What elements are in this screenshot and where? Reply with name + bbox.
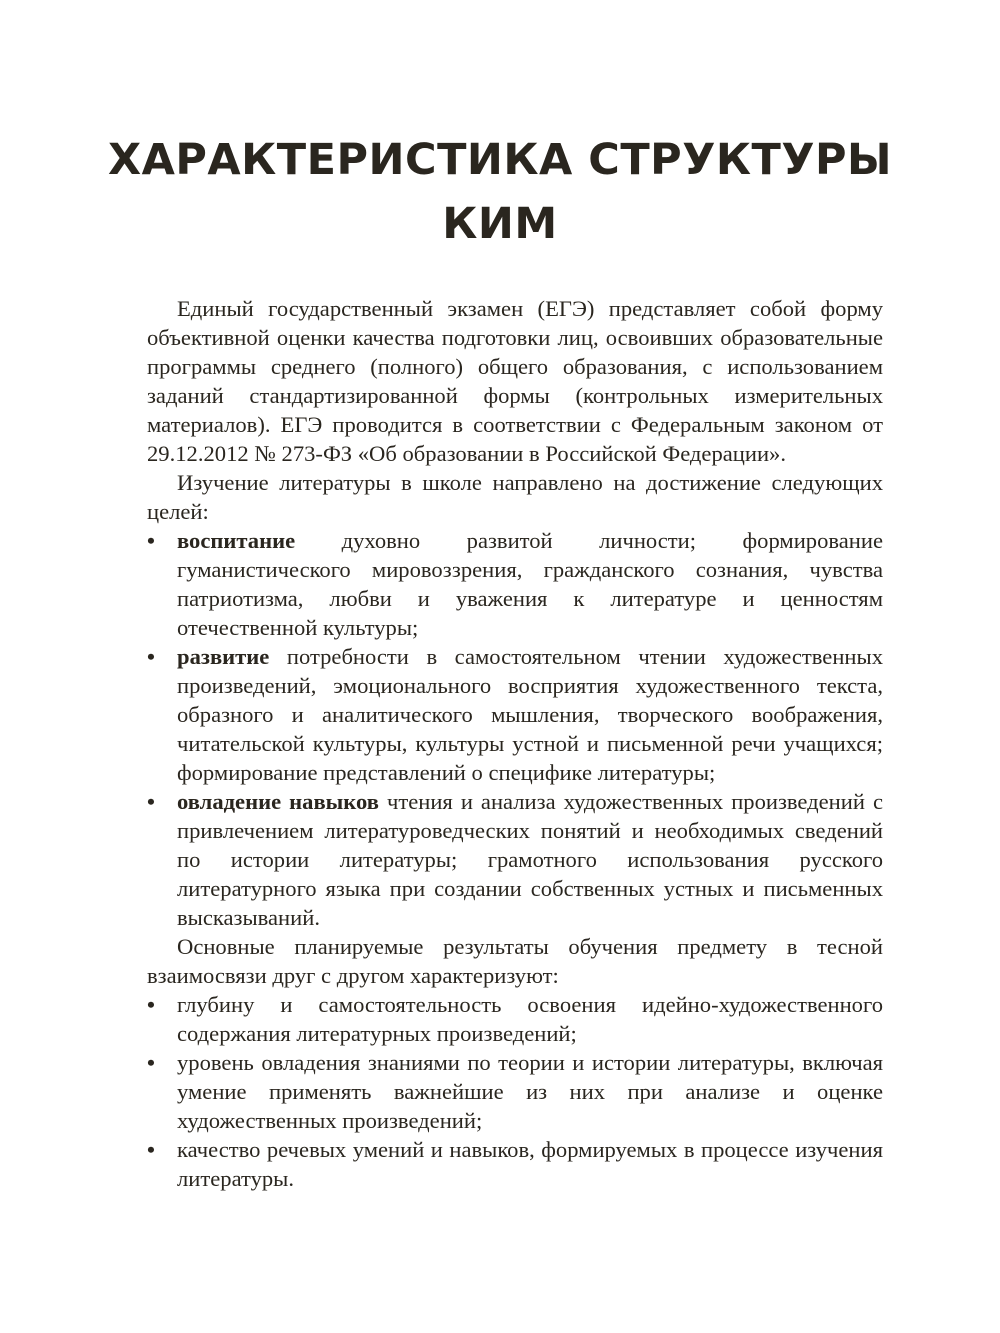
- results-intro-paragraph: Основные планируемые результаты обучения предмету в тесной взаимосвязи друг с другом характеризуют:: [147, 934, 883, 988]
- result-text: качество речевых умений и навыков, формируемых в процессе изучения литературы.: [177, 1137, 883, 1191]
- results-list: [147, 990, 883, 1193]
- goal-keyword: развитие: [177, 644, 270, 669]
- goal-keyword: воспитание: [177, 528, 296, 553]
- bullet-icon: •: [147, 992, 155, 1017]
- body-text: [147, 294, 883, 1193]
- list-item-result: [147, 990, 883, 1048]
- page-title-line-1: ХАРАКТЕРИСТИКА СТРУКТУРЫ: [107, 135, 893, 185]
- page-title: [0, 128, 1000, 256]
- result-text: глубину и самостоятельность освоения идейно-художественного содержания литературных произведений;: [177, 992, 883, 1046]
- goals-intro-paragraph: Изучение литературы в школе направлено на достижение следующих целей:: [147, 470, 883, 524]
- list-item-goal: [147, 787, 883, 932]
- goal-text: чтения и анализа художественных произведений с привлечением литературоведческих понятий и необходимых сведений по истории литературы; грамотного использования русского литературного языка при создании собственных устных и письменных высказываний.: [177, 789, 883, 930]
- bullet-icon: •: [147, 528, 155, 553]
- intro-paragraph: Единый государственный экзамен (ЕГЭ) представляет собой форму объективной оценки качества подготовки лиц, освоивших образовательные программы среднего (полного) общего образования, с использованием заданий стандартизированной формы (контрольных измерительных материалов). ЕГЭ проводится в соответствии с Федеральным законом от 29.12.2012 № 273-ФЗ «Об образовании в Российской Федерации».: [147, 296, 883, 466]
- bullet-icon: •: [147, 1050, 155, 1075]
- goal-text: духовно развитой личности; формирование гуманистического мировоззрения, гражданского сознания, чувства патриотизма, любви и уважения к литературе и ценностям отечественной культуры;: [177, 528, 883, 640]
- page-title-line-2: КИМ: [442, 199, 558, 249]
- list-item-result: [147, 1048, 883, 1135]
- list-item-goal: [147, 526, 883, 642]
- bullet-icon: •: [147, 644, 155, 669]
- goals-list: [147, 526, 883, 932]
- list-item-goal: [147, 642, 883, 787]
- bullet-icon: •: [147, 1137, 155, 1162]
- list-item-result: [147, 1135, 883, 1193]
- goal-text: потребности в самостоятельном чтении художественных произведений, эмоционального восприятия художественного текста, образного и аналитического мышления, творческого воображения, читательской культуры, культуры устной и письменной речи учащихся; формирование представлений о специфике литературы;: [177, 644, 883, 785]
- result-text: уровень овладения знаниями по теории и истории литературы, включая умение применять важнейшие из них при анализе и оценке художественных произведений;: [177, 1050, 883, 1133]
- bullet-icon: •: [147, 789, 155, 814]
- goal-keyword: овладение навыков: [177, 789, 379, 814]
